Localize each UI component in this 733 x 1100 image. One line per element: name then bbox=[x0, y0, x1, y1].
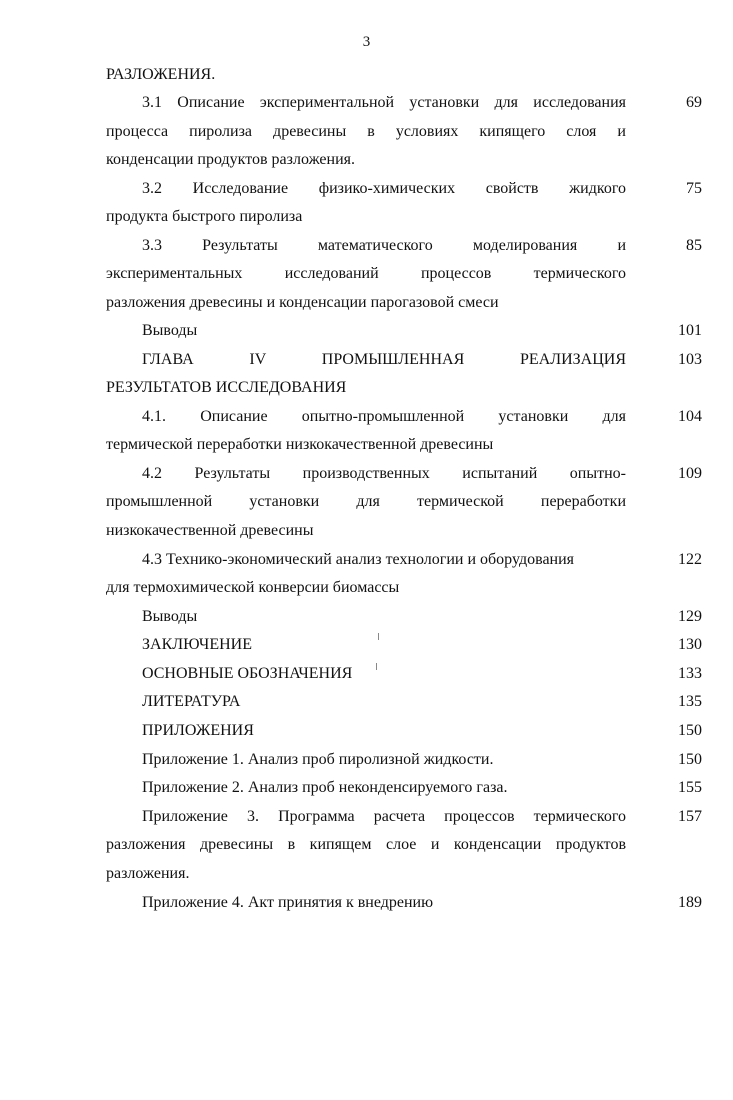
toc-line: ЗАКЛЮЧЕНИЕ bbox=[142, 636, 252, 653]
toc-page-number: 130 bbox=[678, 636, 702, 653]
toc-line: 4.2 Результаты производственных испытаний опытно- bbox=[142, 465, 626, 482]
toc-line: РАЗЛОЖЕНИЯ. bbox=[106, 66, 216, 83]
scan-mark bbox=[376, 663, 377, 670]
toc-line: Выводы bbox=[142, 322, 198, 339]
toc-page-number: 75 bbox=[686, 180, 702, 197]
scan-mark bbox=[378, 633, 379, 640]
toc-page-number: 122 bbox=[678, 551, 702, 568]
toc-line: экспериментальных исследований процессов термического bbox=[106, 265, 626, 282]
toc-line: Приложение 3. Программа расчета процессов термического bbox=[142, 808, 626, 825]
toc-line: разложения древесины в кипящем слое и конденсации продуктов bbox=[106, 836, 626, 853]
toc-page-number: 69 bbox=[686, 94, 702, 111]
toc-page-number: 155 bbox=[678, 779, 702, 796]
toc-page-number: 157 bbox=[678, 808, 702, 825]
toc-page-number: 109 bbox=[678, 465, 702, 482]
toc-line: промышленной установки для термической переработки bbox=[106, 493, 626, 510]
toc-line: ПРИЛОЖЕНИЯ bbox=[142, 722, 254, 739]
toc-line: Приложение 4. Акт принятия к внедрению bbox=[142, 894, 434, 911]
toc-page-number: 104 bbox=[678, 408, 702, 425]
toc-line: 3.2 Исследование физико-химических свойств жидкого bbox=[142, 180, 626, 197]
toc-page-number: 150 bbox=[678, 722, 702, 739]
toc-line: 4.1. Описание опытно-промышленной установки для bbox=[142, 408, 626, 425]
toc-line: для термохимической конверсии биомассы bbox=[106, 579, 400, 596]
toc-line: процесса пиролиза древесины в условиях кипящего слоя и bbox=[106, 123, 626, 140]
toc-line: 3.3 Результаты математического моделирования и bbox=[142, 237, 626, 254]
toc-page-number: 85 bbox=[686, 237, 702, 254]
toc-page-number: 129 bbox=[678, 608, 702, 625]
toc-line: 3.1 Описание экспериментальной установки для исследования bbox=[142, 94, 626, 111]
toc-line: продукта быстрого пиролиза bbox=[106, 208, 303, 225]
toc-line: 4.3 Технико-экономический анализ технологии и оборудования bbox=[142, 551, 575, 568]
toc-page-number: 133 bbox=[678, 665, 702, 682]
toc-line: конденсации продуктов разложения. bbox=[106, 151, 355, 168]
toc-line: ОСНОВНЫЕ ОБОЗНАЧЕНИЯ bbox=[142, 665, 353, 682]
toc-line: ЛИТЕРАТУРА bbox=[142, 693, 241, 710]
toc-page-number: 135 bbox=[678, 693, 702, 710]
toc-line: разложения древесины и конденсации парогазовой смеси bbox=[106, 294, 499, 311]
toc-line: Приложение 1. Анализ проб пиролизной жидкости. bbox=[142, 751, 494, 768]
toc-line: ГЛАВА IV ПРОМЫШЛЕННАЯ РЕАЛИЗАЦИЯ bbox=[142, 351, 626, 368]
toc-line: Приложение 2. Анализ проб неконденсируемого газа. bbox=[142, 779, 508, 796]
toc-line: разложения. bbox=[106, 865, 190, 882]
toc-page-number: 103 bbox=[678, 351, 702, 368]
page-number: 3 bbox=[362, 34, 371, 50]
toc-page-number: 189 bbox=[678, 894, 702, 911]
toc-line: Выводы bbox=[142, 608, 198, 625]
toc-page-number: 150 bbox=[678, 751, 702, 768]
toc-page-number: 101 bbox=[678, 322, 702, 339]
toc-line: РЕЗУЛЬТАТОВ ИССЛЕДОВАНИЯ bbox=[106, 379, 347, 396]
toc-line: низкокачественной древесины bbox=[106, 522, 314, 539]
toc-line: термической переработки низкокачественной древесины bbox=[106, 436, 494, 453]
